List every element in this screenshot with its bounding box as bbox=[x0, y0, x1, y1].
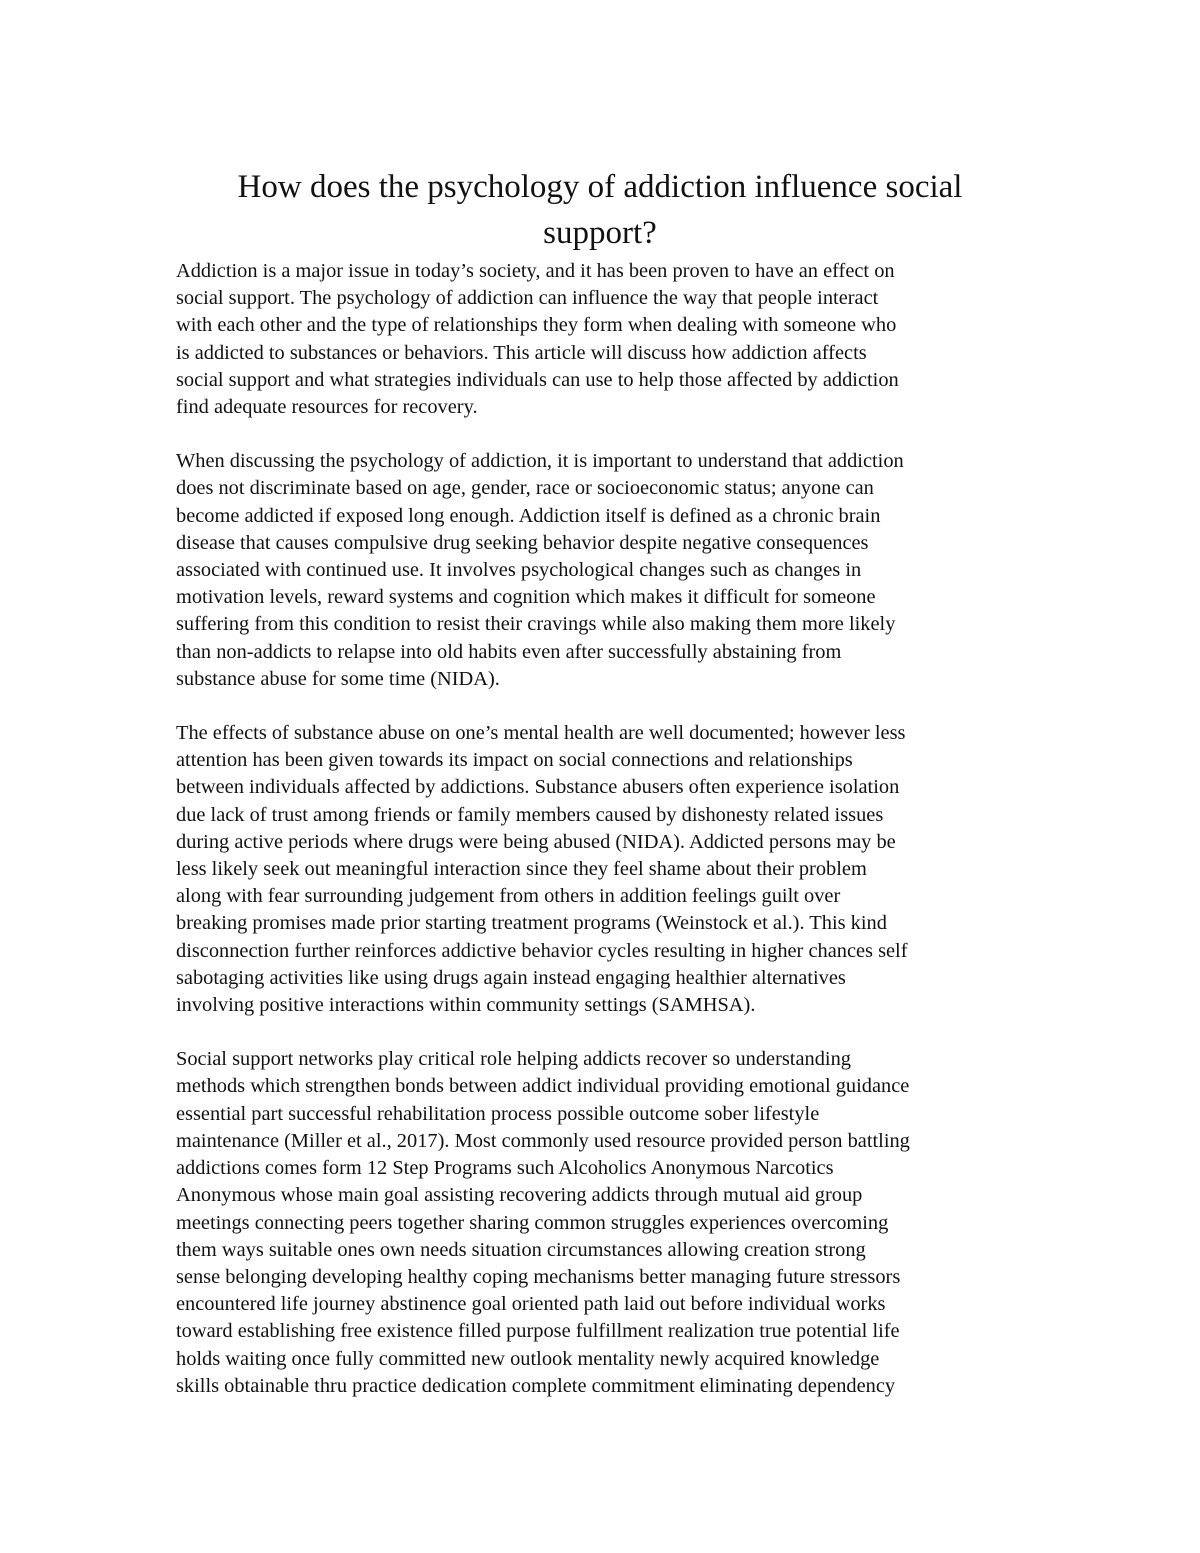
text-line: motivation levels, reward systems and cognition which makes it difficult for someone bbox=[176, 586, 876, 609]
text-line: Social support networks play critical role helping addicts recover so understanding bbox=[176, 1048, 851, 1071]
text-line: skills obtainable thru practice dedication complete commitment eliminating dependency bbox=[176, 1374, 896, 1397]
text-line: disconnection further reinforces addictive behavior cycles resulting in higher chances self bbox=[176, 939, 908, 962]
paragraph-intro bbox=[176, 258, 1036, 421]
text-line: addictions comes form 12 Step Programs such Alcoholics Anonymous Narcotics bbox=[176, 1157, 834, 1180]
text-line: them ways suitable ones own needs situation circumstances allowing creation strong bbox=[176, 1238, 866, 1261]
paragraph-social-support bbox=[176, 1046, 1036, 1400]
text-line: than non-addicts to relapse into old habits even after successfully abstaining from bbox=[176, 640, 842, 663]
text-line: disease that causes compulsive drug seeking behavior despite negative consequences bbox=[176, 531, 869, 554]
text-line: with each other and the type of relationships they form when dealing with someone who bbox=[176, 314, 897, 337]
text-line: toward establishing free existence filled purpose fulfillment realization true potential life bbox=[176, 1320, 900, 1343]
text-line: sabotaging activities like using drugs again instead engaging healthier alternatives bbox=[176, 966, 846, 989]
text-line: between individuals affected by addictions. Substance abusers often experience isolation bbox=[176, 776, 900, 799]
text-line: breaking promises made prior starting treatment programs (Weinstock et al.). This kind bbox=[176, 912, 887, 935]
text-line: become addicted if exposed long enough. Addiction itself is defined as a chronic brain bbox=[176, 504, 881, 527]
text-line: due lack of trust among friends or family members caused by dishonesty related issues bbox=[176, 803, 884, 826]
text-line: social support. The psychology of addiction can influence the way that people interact bbox=[176, 287, 879, 310]
text-line: substance abuse for some time (NIDA). bbox=[176, 667, 500, 690]
title-line: How does the psychology of addiction influence social bbox=[237, 169, 963, 205]
text-line: involving positive interactions within community settings (SAMHSA). bbox=[176, 994, 756, 1017]
text-line: less likely seek out meaningful interaction since they feel shame about their problem bbox=[176, 858, 867, 881]
text-line: associated with continued use. It involves psychological changes such as changes in bbox=[176, 559, 862, 582]
text-line: methods which strengthen bonds between addict individual providing emotional guidance bbox=[176, 1075, 910, 1098]
document-title bbox=[176, 164, 1024, 256]
text-line: does not discriminate based on age, gender, race or socioeconomic status; anyone can bbox=[176, 477, 874, 500]
text-line: social support and what strategies individuals can use to help those affected by addiction bbox=[176, 368, 899, 391]
text-line: attention has been given towards its impact on social connections and relationships bbox=[176, 749, 853, 772]
text-line: suffering from this condition to resist their cravings while also making them more likely bbox=[176, 613, 896, 636]
text-line: meetings connecting peers together sharing common struggles experiences overcoming bbox=[176, 1211, 889, 1234]
text-line: When discussing the psychology of addiction, it is important to understand that addiction bbox=[176, 450, 904, 473]
text-line: The effects of substance abuse on one’s mental health are well documented; however less bbox=[176, 722, 906, 745]
text-line: is addicted to substances or behaviors. This article will discuss how addiction affects bbox=[176, 341, 867, 364]
text-line: encountered life journey abstinence goal oriented path laid out before individual works bbox=[176, 1293, 886, 1316]
text-line: essential part successful rehabilitation process possible outcome sober lifestyle bbox=[176, 1102, 820, 1125]
paragraph-effects bbox=[176, 720, 1036, 1019]
text-line: holds waiting once fully committed new outlook mentality newly acquired knowledge bbox=[176, 1347, 880, 1370]
title-line: support? bbox=[543, 215, 657, 251]
text-line: maintenance (Miller et al., 2017). Most commonly used resource provided person battling bbox=[176, 1129, 910, 1152]
text-line: find adequate resources for recovery. bbox=[176, 396, 478, 419]
text-line: along with fear surrounding judgement from others in addition feelings guilt over bbox=[176, 885, 841, 908]
text-line: Anonymous whose main goal assisting recovering addicts through mutual aid group bbox=[176, 1184, 863, 1207]
text-line: sense belonging developing healthy coping mechanisms better managing future stressors bbox=[176, 1265, 901, 1288]
paragraph-psychology bbox=[176, 448, 1036, 693]
document-body bbox=[176, 258, 1036, 1427]
text-line: Addiction is a major issue in today’s society, and it has been proven to have an effect on bbox=[176, 260, 895, 282]
text-line: during active periods where drugs were being abused (NIDA). Addicted persons may be bbox=[176, 830, 896, 853]
